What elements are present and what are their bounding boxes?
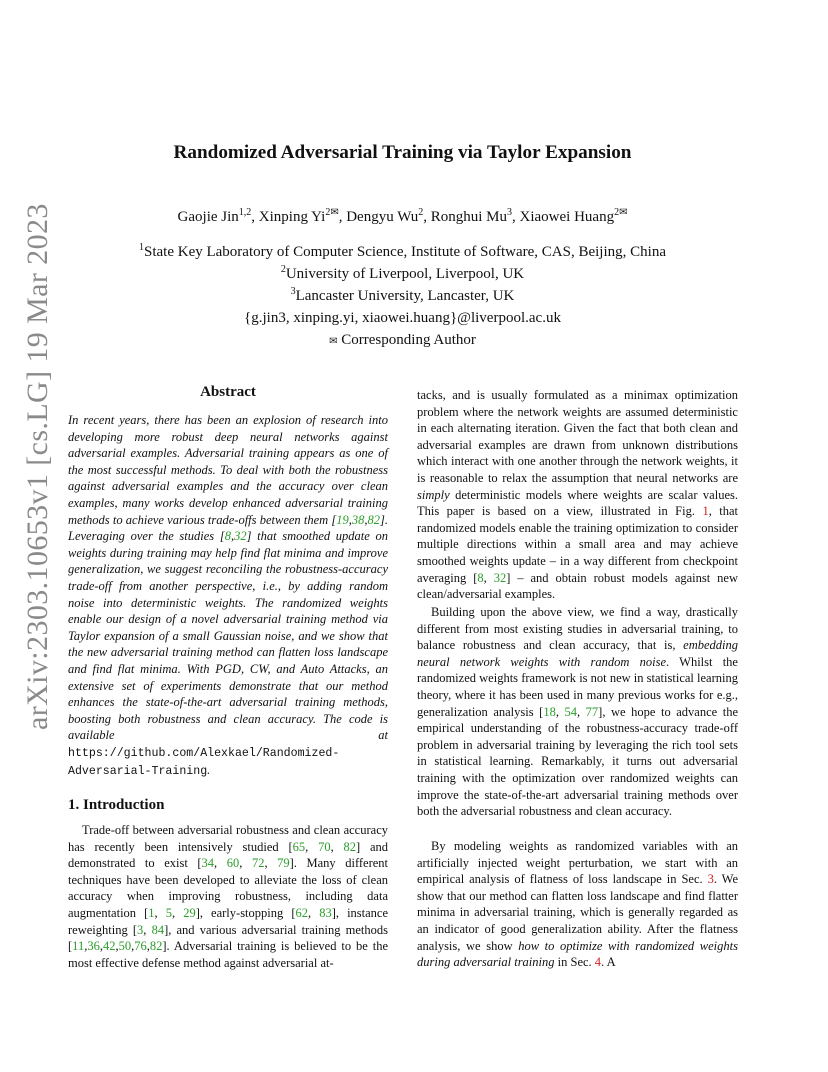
envelope-icon: ✉ — [330, 207, 339, 218]
arxiv-identifier: arXiv:2303.10653v1 [cs.LG] 19 Mar 2023 — [21, 203, 54, 730]
citation-link[interactable]: 72 — [251, 856, 265, 871]
corresponding-note: ✉ Corresponding Author — [329, 332, 476, 348]
citation-link[interactable]: 84 — [151, 922, 165, 937]
citation-link[interactable]: 8 — [477, 570, 484, 585]
author-name: Dengyu Wu — [346, 209, 419, 225]
section-ref-link[interactable]: 3 — [707, 872, 714, 887]
paper-title: Randomized Adversarial Training via Taylor Expansion — [173, 142, 632, 163]
author-list: Gaojie Jin$^{1,2}$, Xinping $Yi^{2✉}$, Dengyu Wu$^2$, Ronghui Mu$^3$, Xiaowei Huang$^{2✉}$ — [177, 207, 628, 225]
author-affil-sup: 1,2 — [238, 207, 252, 218]
citation-link[interactable]: 83 — [319, 905, 332, 920]
citation-link[interactable]: 8 — [224, 529, 231, 544]
right-paragraph-3: By modeling weights as randomized variables with an artificially injected weight perturbation, we start with an empirical analysis of flatness of loss landscape in Sec. 3. We show that our method can flatten loss landscape and find flatter minima in adversarial training, which is generally regarded as an indicator of good generalization ability. After the flatness analysis, we show how to optimize with randomized weights during adversarial training in Sec. 4. A — [417, 839, 738, 970]
email-line: {g.jin3, xinping.yi, xiaowei.huang}@liverpool.ac.uk — [244, 310, 561, 326]
author-name: Ronghui Mu — [430, 209, 508, 225]
citation-link[interactable]: 65 — [292, 839, 306, 854]
citation-link[interactable]: 76 — [134, 939, 147, 954]
citation-link[interactable]: 77 — [585, 704, 599, 719]
affiliation-line: $^1$State Key Laboratory of Computer Science, Institute of Software, CAS, Beijing, China — [139, 242, 666, 260]
section-heading-introduction: 1. Introduction — [68, 797, 165, 813]
right-paragraph-2: Building upon the above view, we find a way, drastically different from most existing studies in adversarial training, to balance robustness and clean accuracy, that is, embedding neural network weights with random noise. Whilst the randomized weights framework is not new in statistical learning theory, where it has been used in many previous works for e.g., generalization analysis [18, 54, 77], we hope to advance the empirical understanding of the robustness-accuracy trade-off problem in adversarial training by leveraging the rich tool sets in statistical learning. Remarkably, it turns out adversarial training with the optimization over randomized weights can improve the state-of-the-art adversarial training methods over both the adversarial robustness and clean accuracy. — [417, 605, 738, 819]
citation-link[interactable]: 50 — [118, 939, 132, 954]
author-affil-sup: 3 — [507, 207, 513, 218]
figure-ref-link[interactable]: 1 — [702, 504, 709, 519]
author-name: Gaojie Jin — [177, 209, 239, 225]
author-affil-sup: 2✉ — [325, 207, 339, 218]
citation-link[interactable]: 36 — [87, 939, 100, 954]
envelope-icon: ✉ — [329, 336, 338, 347]
citation-link[interactable]: 82 — [343, 839, 357, 854]
abstract-body: In recent years, there has been an explosion of research into developing more robust deep neural networks against adversarial examples. Adversarial training appears as one of the most successful methods. To deal with both the robustness against adversarial examples and the accuracy over clean examples, many works develop enhanced adversarial training methods to achieve various trade-offs between them [19,38,82]. Leveraging over the studies [8,32] that smoothed update on weights during training may help find flat minima and improve generalization, we suggest reconciling the robustness-accuracy trade-off from another perspective, i.e., by adding random noise into deterministic weights. The randomized weights enable our design of a novel adversarial training method via Taylor expansion of a small Gaussian noise, and we show that the new adversarial training method can flatten loss landscape and find flat minima. With PGD, CW, and Auto Attacks, an extensive set of experiments demonstrate that our method enhances the state-of-the-art adversarial training methods, boosting both robustness and clean accuracy. The code is available at https://github.com/Alexkael/Randomized-Adversarial-Training. — [68, 413, 388, 779]
citation-link[interactable]: 70 — [318, 839, 331, 854]
citation-link[interactable]: 54 — [564, 704, 577, 719]
citation-link[interactable]: 82 — [367, 512, 380, 527]
citation-link[interactable]: 29 — [183, 905, 196, 920]
citation-link[interactable]: 5 — [165, 905, 172, 920]
author-affil-sup: 2 — [418, 207, 424, 218]
citation-link[interactable]: 3 — [137, 922, 144, 937]
affiliation-block — [0, 241, 805, 351]
citation-link[interactable]: 34 — [201, 856, 215, 871]
citation-link[interactable]: 62 — [295, 905, 308, 920]
citation-link[interactable]: 32 — [493, 570, 507, 585]
citation-link[interactable]: 82 — [149, 939, 163, 954]
citation-link[interactable]: 19 — [336, 512, 349, 527]
affiliation-line: $^3$Lancaster University, Lancaster, UK — [290, 286, 515, 304]
citation-link[interactable]: 79 — [277, 856, 290, 871]
introduction-body: Trade-off between adversarial robustness and clean accuracy has recently been intensively studied [65, 70, 82] and demonstrated to exist [34, 60, 72, 79]. Many different techniques have been developed to alleviate the loss of clean accuracy when improving robustness, including data augmentation [1, 5, 29], early-stopping [62, 83], instance reweighting [3, 84], and various adversarial training methods [11,36,42,50,76,82]. Adversarial training is believed to be the most effective defense method against adversarial at- — [68, 823, 389, 970]
author-name: Xiaowei Huang — [519, 209, 615, 225]
section-ref-link[interactable]: 4 — [594, 955, 602, 970]
citation-link[interactable]: 11 — [72, 939, 85, 954]
author-name: Xinping Yi — [258, 209, 326, 225]
affiliation-line: $^2$University of Liverpool, Liverpool, UK — [280, 264, 525, 282]
citation-link[interactable]: 42 — [102, 939, 116, 954]
right-paragraph-1: tacks, and is usually formulated as a minimax optimization problem where the network weights are assumed deterministic in each alternating iteration. Given the fact that both clean and adversarial examples are drawn from unknown distributions which interact with one another through the network weights, it is reasonable to relax the assumption that neural networks are simply deterministic models where weights are scalar values. This paper is based on a view, illustrated in Fig. 1, that randomized models enable the training optimization to consider multiple directions within a small area and may achieve smoothed weights update – in a way different from checkpoint averaging [8, 32] – and obtain robust models against new clean/adversarial examples. — [417, 388, 739, 602]
author-affil-sup: 2✉ — [614, 207, 628, 218]
envelope-icon: ✉ — [619, 207, 628, 218]
code-url-link[interactable]: https://github.com/Alexkael/Randomized-Adversarial-Training — [68, 746, 340, 779]
citation-link[interactable]: 18 — [543, 704, 556, 719]
abstract-heading: Abstract — [200, 384, 256, 400]
citation-link[interactable]: 38 — [351, 512, 365, 527]
citation-link[interactable]: 60 — [226, 856, 240, 871]
citation-link[interactable]: 32 — [234, 529, 247, 544]
citation-link[interactable]: 1 — [148, 905, 155, 920]
